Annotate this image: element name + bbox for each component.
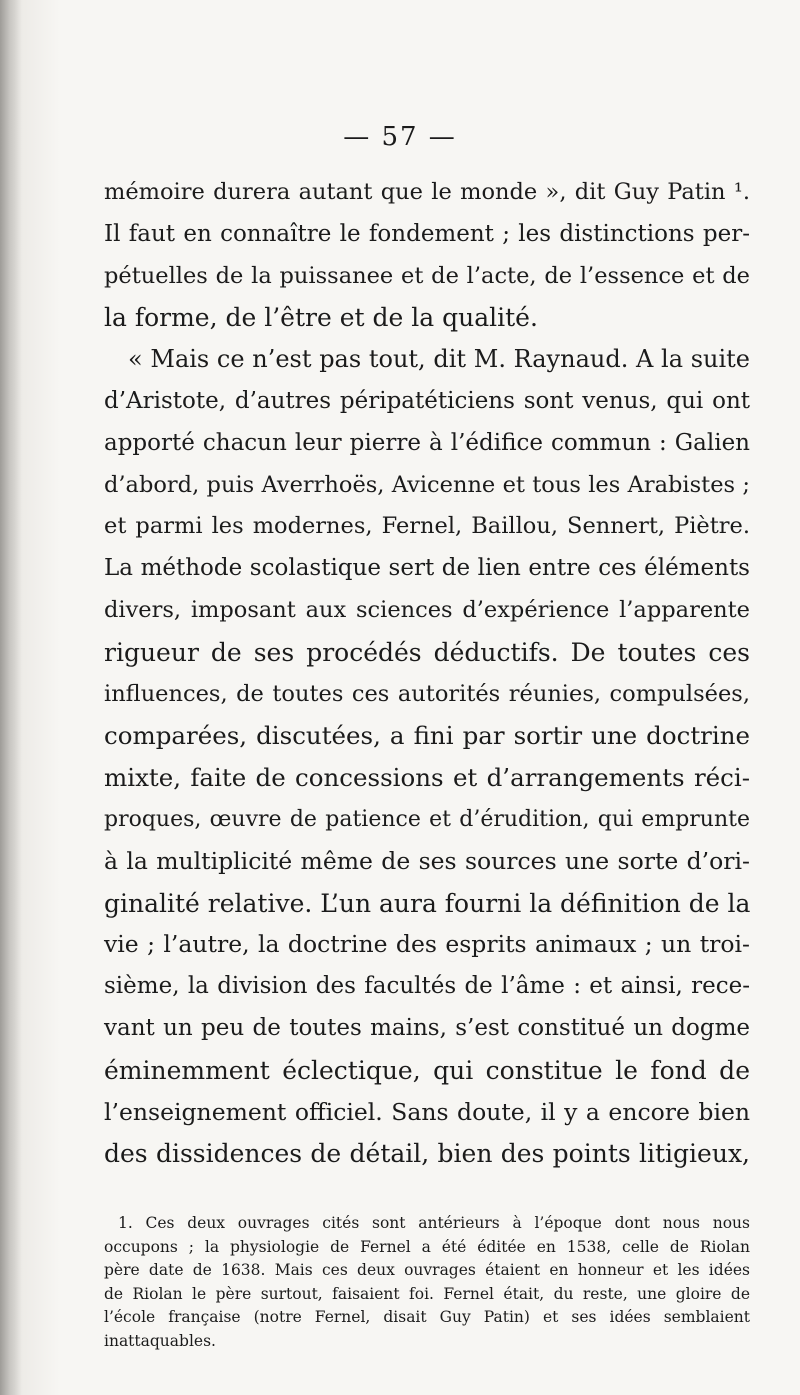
footnote-line: père date de 1638. Mais ces deux ouvrages étaient en honneur et les idées (104, 1261, 750, 1280)
text-line: des dissidences de détail, bien des points litigieux, (104, 1139, 750, 1169)
footnote-line: occupons ; la physiologie de Fernel a été éditée en 1538, celle de Riolan (104, 1237, 750, 1256)
text-line: l’enseignement officiel. Sans doute, il y a encore bien (104, 1097, 750, 1126)
text-line: vant un peu de toutes mains, s’est constitué un dogme (104, 1014, 750, 1041)
main-text (104, 172, 750, 1175)
text-line: La méthode scolastique sert de lien entre ces éléments (104, 555, 750, 582)
text-line: comparées, discutées, a fini par sortir une doctrine (104, 721, 750, 751)
text-line: ginalité relative. L’un aura fourni la définition de la (104, 888, 751, 918)
text-line: rigueur de ses procédés déductifs. De toutes ces (104, 637, 750, 667)
footnote-line: inattaquables. (104, 1331, 216, 1350)
text-line: proques, œuvre de patience et d’érudition, qui emprunte (104, 806, 750, 832)
text-line: d’abord, puis Averrhoës, Avicenne et tous les Arabistes ; (104, 471, 750, 498)
text-line: d’Aristote, d’autres péripatéticiens sont venus, qui ont (104, 387, 750, 414)
page-number: — 57 — (343, 122, 457, 152)
footnote-line: de Riolan le père surtout, faisaient foi. Fernel était, du reste, une gloire de (104, 1284, 750, 1303)
text-line: apporté chacun leur pierre à l’édifice commun : Galien (104, 429, 750, 456)
text-line: influences, de toutes ces autorités réunies, compulsées, (104, 680, 750, 707)
text-line: mémoire durera autant que le monde », dit Guy Patin ¹. (104, 179, 750, 205)
text-line: mixte, faite de concessions et d’arrangements réci- (104, 763, 750, 793)
text-line: éminemment éclectique, qui constitue le fond de (104, 1055, 750, 1085)
text-line: « Mais ce n’est pas tout, dit M. Raynaud. A la suite (128, 345, 750, 374)
text-line: divers, imposant aux sciences d’expérience l’apparente (104, 596, 750, 623)
text-line: pétuelles de la puissanee et de l’acte, de l’essence et de (104, 262, 750, 289)
text-line: à la multiplicité même de ses sources une sorte d’ori- (104, 846, 750, 875)
footnote-line: 1. Ces deux ouvrages cités sont antérieurs à l’époque dont nous nous (118, 1214, 750, 1232)
text-line: et parmi les modernes, Fernel, Baillou, Sennert, Piètre. (104, 513, 750, 540)
footnote-line: l’école française (notre Fernel, disait Guy Patin) et ses idées semblaient (104, 1308, 750, 1327)
footnote (104, 1212, 750, 1354)
text-line: sième, la division des facultés de l’âme : et ainsi, rece- (104, 973, 750, 1000)
binding-gutter-shadow (0, 0, 22, 1395)
text-line: Il faut en connaître le fondement ; les distinctions per- (104, 220, 750, 247)
text-line: la forme, de l’être et de la qualité. (104, 303, 538, 333)
text-line: vie ; l’autre, la doctrine des esprits animaux ; un troi- (104, 930, 750, 959)
